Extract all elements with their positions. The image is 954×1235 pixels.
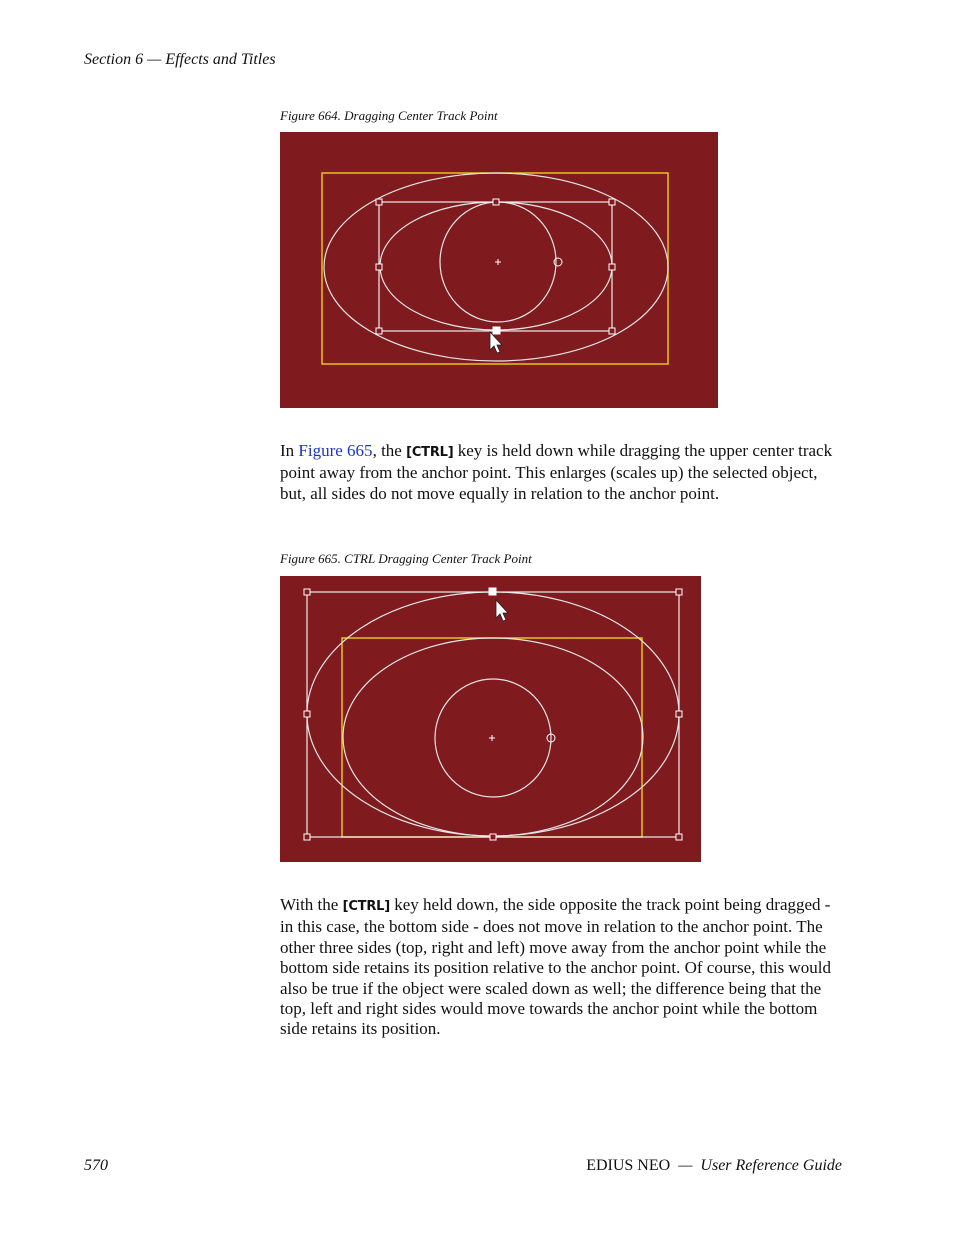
ctrl-key-label: [CTRL] [342,899,390,914]
active-track-point [489,588,496,595]
page-number: 570 [84,1157,108,1174]
section-header: Section 6 — Effects and Titles [84,51,276,68]
figure-664-caption: Figure 664. Dragging Center Track Point [280,108,498,123]
paragraph-1: In Figure 665, the [CTRL] key is held down while dragging the upper center track point away from the anchor point. This enlarges (scales up) the selected object, but, all sides do not move equally in relation to the anchor point. [280,441,833,503]
figure-665-image [280,576,701,862]
footer-title [586,1157,842,1175]
figure-665-caption: Figure 665. CTRL Dragging Center Track Point [280,551,532,566]
guide-name: User Reference Guide [700,1157,842,1174]
active-track-point [493,327,500,334]
figure-664-image [280,132,718,408]
paragraph-2: With the [CTRL] key held down, the side opposite the track point being dragged - in this case, the bottom side - does not move in relation to the anchor point. The other three sides (top, right and left) move away from the anchor point while the bottom side retains its position relative to the anchor point. Of course, this would also be true if the object were scaled down as well; the difference being that the top, left and right sides would move towards the anchor point while the bottom side retains its position. [280,895,831,1039]
canvas-background [280,576,701,862]
ctrl-key-label: [CTRL] [406,445,454,460]
footer-separator: — [678,1157,693,1174]
figure-665-link[interactable]: Figure 665 [298,441,373,460]
product-name: EDIUS NEO [586,1157,671,1174]
